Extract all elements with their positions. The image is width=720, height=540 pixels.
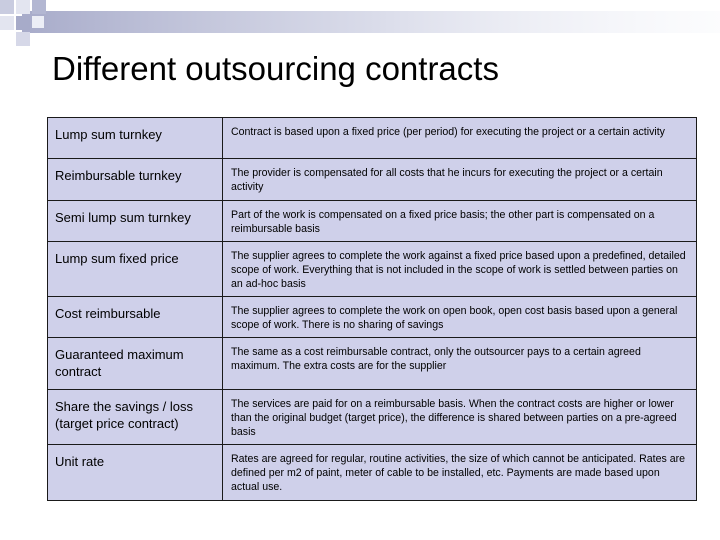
slide-title: Different outsourcing contracts [52,50,499,87]
contract-description-cell [223,390,697,445]
contract-type-cell [48,297,223,338]
contract-description-cell [223,297,697,338]
table-row [48,297,697,338]
contract-description: Rates are agreed for regular, routine activities, the size of which cannot be anticipated. Rates are defined per m2 of paint, meter of cable to be installed, etc. Payments are made based upon actual use. [231,453,686,493]
table-row [48,201,697,242]
header-gradient-bar [22,11,720,33]
contract-type-cell [48,118,223,159]
decor-square [0,0,14,14]
contract-type-cell [48,242,223,297]
contract-type-label: Guaranteed maximum contract [55,347,184,379]
contract-description: The services are paid for on a reimbursable basis. When the contract costs are higher or lower than the original budget (target price), the difference is shared between parties on a pre-agreed basis [231,398,677,438]
contract-description: The provider is compensated for all costs that he incurs for executing the project or a certain activity [231,167,663,193]
table-row [48,159,697,201]
contract-description-cell [223,118,697,159]
contract-description: The same as a cost reimbursable contract, only the outsourcer pays to a certain agreed maximum. The extra costs are for the supplier [231,346,641,372]
contract-type-cell [48,201,223,242]
contract-type-cell [48,390,223,445]
table-row [48,118,697,159]
contract-type-cell [48,445,223,501]
contract-type-label: Reimbursable turnkey [55,168,182,183]
table-row [48,390,697,445]
table-row [48,338,697,390]
table-row [48,242,697,297]
contract-type-label: Unit rate [55,454,105,469]
decor-square [16,32,30,46]
table-row [48,445,697,501]
contract-description-cell [223,201,697,242]
contract-type-cell [48,338,223,390]
contract-description: Contract is based upon a fixed price (per period) for executing the project or a certain activity [231,126,665,138]
decor-square [16,0,30,14]
contract-type-label: Share the savings / loss (target price contract) [55,399,194,431]
contracts-table [47,117,697,501]
decor-square [32,0,46,14]
contract-type-label: Lump sum fixed price [55,251,179,266]
contract-description-cell [223,445,697,501]
contract-type-label: Semi lump sum turnkey [55,210,191,225]
decor-square [32,16,44,28]
contract-description-cell [223,242,697,297]
contract-description: Part of the work is compensated on a fixed price basis; the other part is compensated on a reimbursable basis [231,209,655,235]
contract-description: The supplier agrees to complete the work against a fixed price based upon a predefined, detailed scope of work. Everything that is not included in the scope of work is settled between parties on an ad-hoc basis [231,250,686,290]
contract-type-label: Lump sum turnkey [55,127,162,142]
contract-description-cell [223,159,697,201]
decor-square [16,16,30,30]
contract-type-label: Cost reimbursable [55,306,161,321]
contract-description: The supplier agrees to complete the work on open book, open cost basis based upon a general scope of work. There is no sharing of savings [231,305,678,331]
decorative-header-band [0,0,720,48]
decor-square [0,16,14,30]
contract-description-cell [223,338,697,390]
contract-type-cell [48,159,223,201]
